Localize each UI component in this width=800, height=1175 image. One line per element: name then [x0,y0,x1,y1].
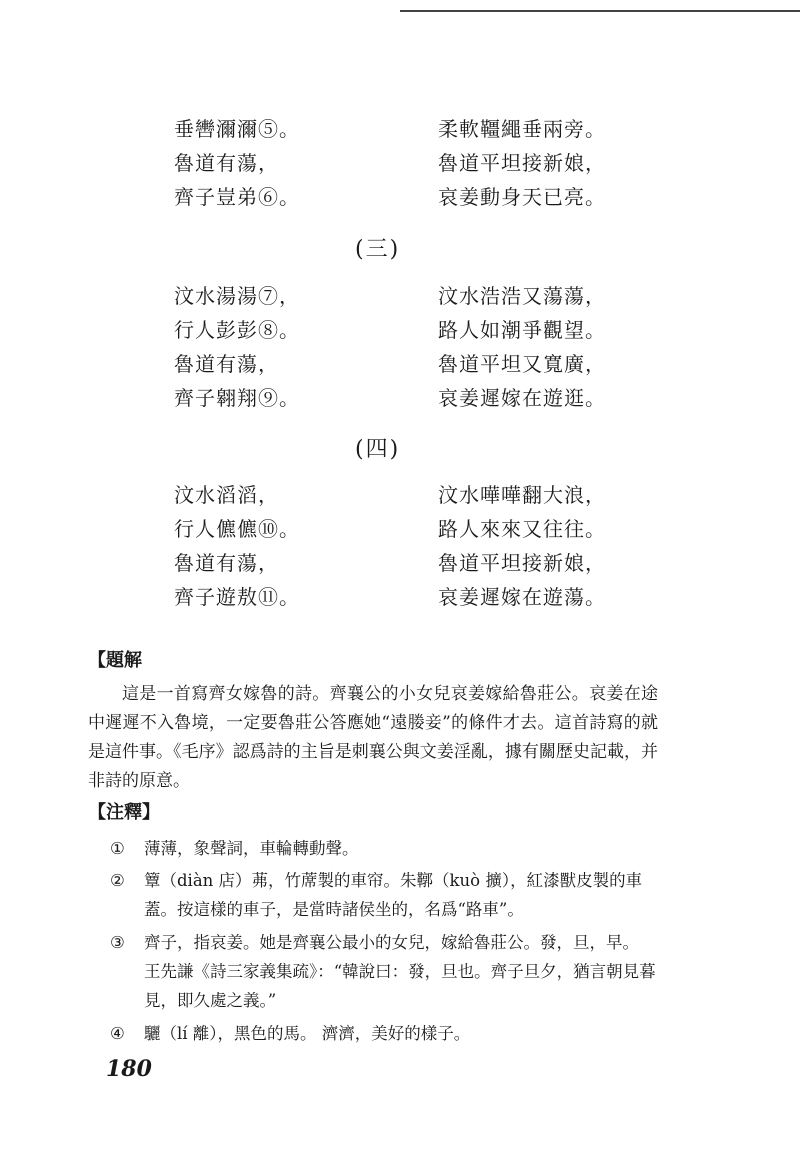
poem-line-left: 魯道有蕩， [174,352,279,376]
notes-heading: 【注釋】 [88,802,160,823]
note-line: 薄薄，象聲詞，車輪轉動聲。 [144,839,359,858]
note-item [110,866,670,924]
note-line: 齊子，指哀姜。她是齊襄公最小的女兒，嫁給魯莊公。發，旦，早。 [144,933,639,952]
stanza-heading: (三) [355,237,401,262]
poem-line-right: 哀姜動身天已亮。 [438,185,606,209]
poem-line-left: 魯道有蕩， [174,551,279,575]
top-rule [400,10,800,12]
poem-line-right: 哀姜遲嫁在遊逛。 [438,386,606,410]
stanza-heading: (四) [355,437,401,462]
note-line: 蓋。按這樣的車子，是當時諸侯坐的，名爲“路車”。 [144,900,524,919]
poem-line-left: 行人彭彭⑧。 [174,318,300,342]
poem-line-left: 行人儦儦⑩。 [174,517,300,541]
poem-line-left: 齊子遊敖⑪。 [174,585,300,609]
note-number: ① [110,839,125,858]
note-line: 簟（diàn 店）茀，竹蓆製的車帘。朱鞹（kuò 擴），紅漆獸皮製的車 [144,871,643,890]
note-item [110,928,670,1015]
poem-line-right: 路人來來又往往。 [438,517,606,541]
poem-line-left: 汶水滔滔， [174,483,279,507]
poem-line-right: 魯道平坦接新娘， [438,551,606,575]
note-item [110,834,670,863]
note-number: ③ [110,933,125,952]
note-number: ④ [110,1024,125,1043]
poem-line-left: 齊子豈弟⑥。 [174,185,300,209]
poem-line-right: 柔軟韁繩垂兩旁。 [438,117,606,141]
explanation-text: 這是一首寫齊女嫁魯的詩。齊襄公的小女兒哀姜嫁給魯莊公。哀姜在途中遲遲不入魯境，一定要魯莊公答應她“遠媵妾”的條件才去。這首詩寫的就是這件事。《毛序》認爲詩的主旨是刺襄公與文姜淫亂，據有關歷史記載，并非詩的原意。 [88,684,658,791]
poem-line-right: 哀姜遲嫁在遊蕩。 [438,585,606,609]
poem-line-right: 汶水浩浩又蕩蕩， [438,284,606,308]
poem-line-right: 汶水嘩嘩翻大浪， [438,483,606,507]
poem-line-left: 垂轡濔濔⑤。 [174,117,300,141]
poem-line-right: 魯道平坦又寬廣， [438,352,606,376]
poem-line-left: 汶水湯湯⑦， [174,284,300,308]
explanation-heading: 【題解 [88,650,142,671]
poem-line-right: 魯道平坦接新娘， [438,151,606,175]
note-line: 驪（lí 離），黑色的馬。 濟濟，美好的樣子。 [144,1024,471,1043]
page-number: 180 [106,1056,152,1082]
poem-line-left: 齊子翱翔⑨。 [174,386,300,410]
note-line: 見，即久處之義。” [144,991,277,1010]
poem-line-right: 路人如潮爭觀望。 [438,318,606,342]
poem-line-left: 魯道有蕩， [174,151,279,175]
note-line: 王先謙《詩三家義集疏》：“韓說曰：發，旦也。齊子旦夕，猶言朝見暮 [144,962,656,981]
note-item [110,1019,670,1048]
note-number: ② [110,871,125,890]
